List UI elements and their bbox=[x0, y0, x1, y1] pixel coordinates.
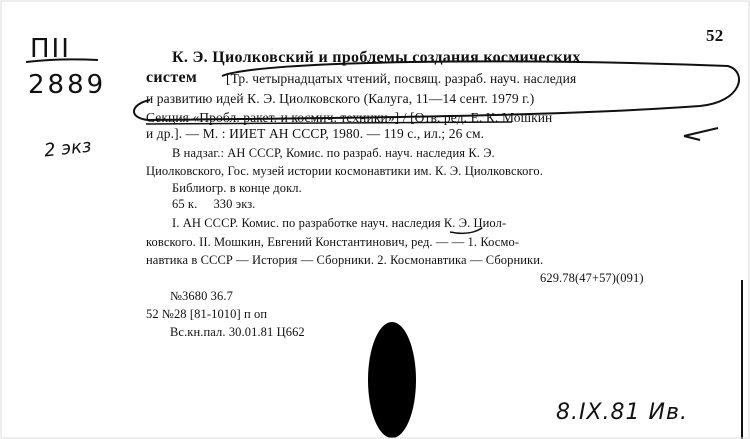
page-number: 52 bbox=[706, 26, 724, 45]
imprint-line: и др.]. — М. : ИИЕТ АН СССР, 1980. — 119 с., ил.; 26 см. bbox=[146, 126, 485, 141]
tracing-line-1: I. АН СССР. Комис. по разработке науч. наследия К. Э. Циол- bbox=[172, 216, 507, 230]
bibliography-note: Библиогр. в конце докл. bbox=[172, 181, 302, 195]
conference-line: [Тр. четырнадцатых чтений, посвящ. разраб. науч. наследия bbox=[226, 71, 577, 86]
check-arrow bbox=[684, 128, 718, 140]
handwritten-copies-note: 2 экз bbox=[43, 135, 93, 162]
tracing-line-2: ковского. II. Мошкин, Евгений Константинович, ред. — — 1. Космо- bbox=[146, 235, 520, 249]
title-line-2: систем bbox=[146, 69, 198, 86]
section-line: Секция «Пробл. ракет. и космич. техники»] / [Отв. ред. Е. К. Мошкин bbox=[146, 110, 553, 125]
handwritten-date-note: 8.IX.81 Ив. bbox=[556, 400, 688, 425]
ref-number: №3680 36.7 bbox=[170, 289, 233, 303]
note-line-1: В надзаг.: АН СССР, Комис. по разраб. науч. наследия К. Э. bbox=[172, 146, 495, 160]
handwritten-shelf-mark-bottom: 2889 bbox=[28, 70, 107, 100]
conference-dates-line: и развитию идей К. Э. Циолковского (Калуга, 11—14 сент. 1979 г.) bbox=[146, 91, 535, 106]
handwritten-shelf-mark-top: ПII bbox=[30, 34, 71, 64]
tracing-line-3: навтика в СССР — История — Сборники. 2. Космонавтика — Сборники. bbox=[146, 253, 544, 267]
price-run: 65 к. 330 экз. bbox=[172, 197, 256, 211]
ref-registration: Вс.кн.пал. 30.01.81 Ц662 bbox=[170, 325, 305, 339]
title-line-1: К. Э. Циолковский и проблемы создания космических bbox=[172, 49, 581, 66]
classification-code: 629.78(47+57)(091) bbox=[540, 271, 644, 285]
ink-blot bbox=[368, 322, 416, 438]
ref-series: 52 №28 [81-1010] п оп bbox=[146, 307, 268, 321]
note-line-2: Циолковского, Гос. музей истории космонавтики им. К. Э. Циолковского. bbox=[146, 164, 543, 178]
